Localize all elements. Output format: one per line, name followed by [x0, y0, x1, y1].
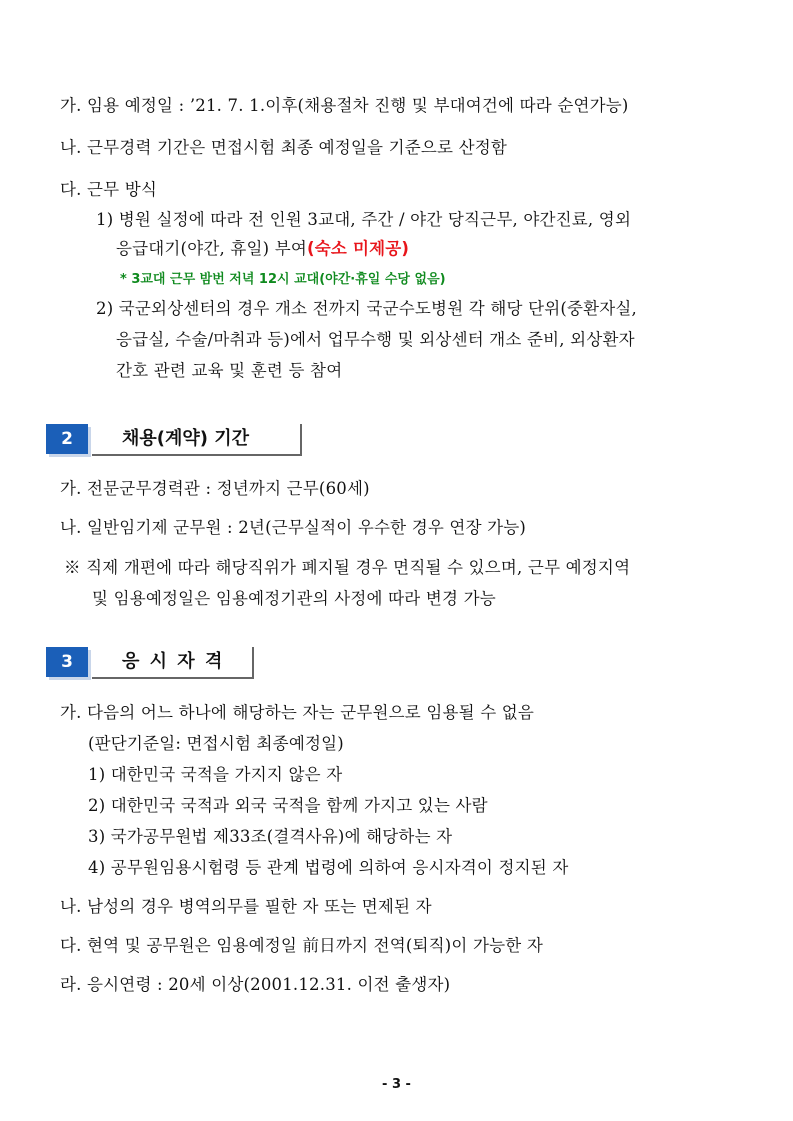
work-method-1-line2 — [116, 235, 409, 259]
page-number: - 3 - — [382, 1077, 411, 1092]
work-method-2-line1: 2) 국군외상센터의 경우 개소 전까지 국군수도병원 각 해당 단위(중환자실, — [96, 299, 638, 318]
reorg-note-line2: 및 임용예정일은 임용예정기관의 사정에 따라 변경 가능 — [92, 589, 496, 608]
professional-term: 가. 전문군무경력관 : 정년까지 근무(60세) — [60, 479, 370, 498]
disqualification-item-3: 3) 국가공무원법 제33조(결격사유)에 해당하는 자 — [88, 827, 453, 846]
work-method-1-line1: 1) 병원 실정에 따라 전 인원 3교대, 주간 / 야간 당직근무, 야간진료, 영외 — [96, 210, 632, 229]
work-method-2-line3: 간호 관련 교육 및 훈련 등 참여 — [116, 361, 343, 380]
work-method-2-line2: 응급실, 수술/마취과 등)에서 업무수행 및 외상센터 개소 준비, 외상환자 — [116, 330, 635, 349]
section-2-title: 채용(계약) 기간 — [92, 424, 302, 456]
military-service: 나. 남성의 경우 병역의무를 필한 자 또는 면제된 자 — [60, 897, 432, 916]
section-3-number: 3 — [46, 647, 88, 677]
disqualification-item-2: 2) 대한민국 국적과 외국 국적을 함께 가지고 있는 사람 — [88, 796, 488, 815]
disqualification-heading: 가. 다음의 어느 하나에 해당하는 자는 군무원으로 임용될 수 없음 — [60, 703, 535, 722]
active-duty-discharge: 다. 현역 및 공무원은 임용예정일 前日까지 전역(퇴직)이 가능한 자 — [60, 936, 544, 955]
work-method-1-text: 응급대기(야간, 휴일) 부여 — [116, 239, 307, 258]
reorg-note-line1: ※ 직제 개편에 따라 해당직위가 폐지될 경우 면직될 수 있으며, 근무 예정지역 — [64, 558, 631, 577]
general-term: 나. 일반임기제 군무원 : 2년(근무실적이 우수한 경우 연장 가능) — [60, 518, 527, 537]
career-period-basis: 나. 근무경력 기간은 면접시험 최종 예정일을 기준으로 산정함 — [60, 138, 508, 157]
no-dormitory-notice: (숙소 미제공) — [307, 239, 410, 258]
work-method-heading: 다. 근무 방식 — [60, 180, 158, 199]
disqualification-item-4: 4) 공무원임용시험령 등 관계 법령에 의하여 응시자격이 정지된 자 — [88, 858, 569, 877]
appointment-date: 가. 임용 예정일 : ’21. 7. 1.이후(채용절차 진행 및 부대여건에 따라 순연가능) — [60, 96, 629, 115]
age-requirement: 라. 응시연령 : 20세 이상(2001.12.31. 이전 출생자) — [60, 975, 451, 994]
section-2-number: 2 — [46, 424, 88, 454]
disqualification-basis: (판단기준일: 면접시험 최종예정일) — [88, 734, 344, 753]
shift-note: * 3교대 근무 밤번 저녁 12시 교대(야간·휴일 수당 없음) — [120, 272, 446, 287]
section-3-title: 응 시 자 격 — [92, 647, 254, 679]
disqualification-item-1: 1) 대한민국 국적을 가지지 않은 자 — [88, 765, 343, 784]
